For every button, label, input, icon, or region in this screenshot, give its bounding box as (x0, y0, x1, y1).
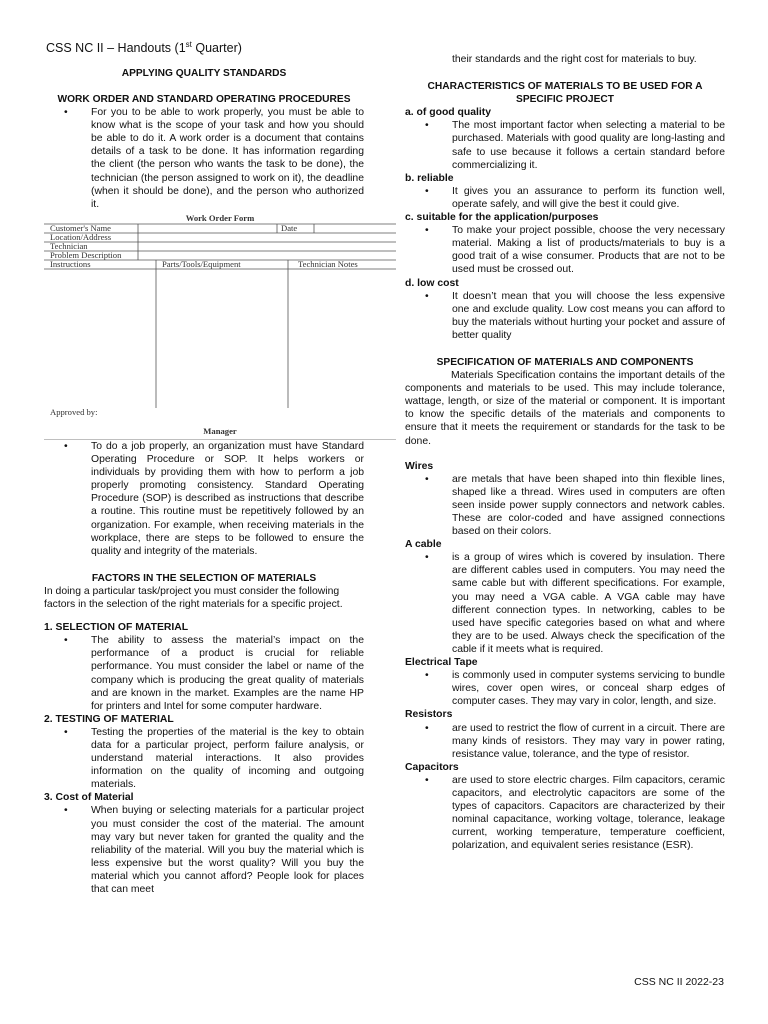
bullet-dot: • (425, 120, 429, 132)
bullet-electrical-tape (405, 669, 725, 708)
form-approved-label: Approved by: (50, 407, 98, 417)
bullet-resistors (405, 722, 725, 761)
heading-reliable: b. reliable (405, 172, 454, 184)
bullet-dot: • (425, 473, 429, 485)
form-instructions-label: Instructions (50, 259, 91, 269)
bullet-sop (44, 440, 364, 558)
bullet-cost (44, 804, 364, 896)
bullet-dot: • (425, 552, 429, 564)
heading-resistors: Resistors (405, 709, 453, 721)
form-manager-label: Manager (203, 426, 237, 436)
factors-intro: In doing a particular task/project you must consider the following factors in the selection of the right materials for a specific project. (44, 585, 343, 611)
heading-cable: A cable (405, 539, 442, 551)
bullet-dot: • (64, 107, 68, 119)
bullet-text: To make your project possible, choose the very necessary material. Making a list of products/materials to buy is a good trait of a wise consumer. Products that are not to be used must be crossed out. (452, 225, 725, 276)
bullet-suitable (405, 224, 725, 276)
header-title-sup: st (185, 40, 192, 49)
heading-good-quality: a. of good quality (405, 107, 492, 119)
form-problem-label: Problem Description (50, 250, 122, 260)
form-location-label: Location/Address (50, 232, 112, 242)
bullet-reliable (405, 185, 725, 211)
heading-low-cost: d. low cost (405, 277, 459, 289)
bullet-text: are used to restrict the flow of current in a circuit. There are many kinds of resistors. They may vary in power rating, resistance value, tolerance, and the type of resistor. (452, 722, 725, 760)
bullet-text: are used to store electric charges. Film capacitors, ceramic capacitors, and electrolytic capacitors are some of the types of capacitors. Capacitors are characterized by their nominal capacitance, working voltage, tolerance, leakage current, working temperature, temperature coefficient, polarization, and equivalent series resistance (ESR). (452, 774, 725, 852)
bullet-dot: • (64, 805, 68, 817)
bullet-wires (405, 473, 725, 538)
bullet-text: To do a job properly, an organization must have Standard Operating Procedure or SOP. It helps workers or individuals by providing them with how to perform a job properly promoting consistency. Standard Operating Procedure (SOP) is described as instructions that describe a routine. This routine must be repetitively followed by an organization. For example, when receiving materials in the workplace, there are steps to be followed to ensure the quality and integrity of the materials. (91, 441, 364, 557)
bullet-dot: • (425, 290, 429, 302)
bullet-text: is commonly used in computer systems servicing to bundle wires, cover open wires, or conceal sharp edges of computer cases. They may vary in color, length, and size. (452, 670, 725, 708)
bullet-cable (405, 551, 725, 656)
heading-cost: 3. Cost of Material (44, 792, 134, 804)
page-footer: CSS NC II 2022-23 (634, 976, 724, 988)
heading-specification: SPECIFICATION OF MATERIALS AND COMPONENTS (436, 356, 694, 368)
heading-work-order: WORK ORDER AND STANDARD OPERATING PROCEDURES (57, 94, 351, 105)
left-column-top (44, 67, 364, 211)
bullet-cost-continued (405, 53, 725, 66)
left-column-bottom (44, 440, 364, 896)
bullet-text: It gives you an assurance to perform its function well, operate safely, and will give the best it could give. (452, 185, 725, 210)
form-notes-label: Technician Notes (298, 259, 358, 269)
bullet-text: The ability to assess the material’s impact on the performance of a product is crucial for reliable performance. You must consider the label or name of the company which is producing the great quality of materials and are known in the market. Examples are the name HP for printers and Intel for some computer hardware. (91, 635, 364, 712)
heading-factors: FACTORS IN THE SELECTION OF MATERIALS (91, 572, 317, 584)
bullet-dot: • (64, 726, 68, 738)
bullet-text: is a group of wires which is covered by insulation. There are different cables used in computers. You may need the same cable but with different specifications. For example, you may need a VGA cable. A VGA cable may have different connection types. In networking, cables to be used have specific categories based on what and where they are to be used. Always check the specification of the cable if it meets what is required. (452, 552, 725, 655)
bullet-text: their standards and the right cost for materials to buy. (452, 54, 697, 65)
work-order-form (44, 214, 396, 440)
form-title: Work Order Form (185, 213, 255, 223)
heading-selection: 1. SELECTION OF MATERIAL (44, 622, 189, 634)
bullet-dot: • (425, 185, 429, 197)
heading-electrical-tape: Electrical Tape (405, 657, 478, 669)
bullet-text: When buying or selecting materials for a particular project you must consider the cost of the material. The amount may vary but never taken for granted the quality and the reliability of the material. Will you buy the material which is less expensive but the worst quality? Will you buy the material which you cannot afford? People look for places that can meet (91, 805, 364, 895)
bullet-testing (44, 726, 364, 791)
bullet-text: The most important factor when selecting a material to be purchased. Materials with good quality are long-lasting and safe to use because it follows a certain standard before commercializing it. (452, 120, 725, 171)
bullet-dot: • (425, 722, 429, 734)
page-header (46, 38, 242, 55)
bullet-dot: • (425, 225, 429, 237)
header-title-pre: CSS NC II – Handouts (1 (46, 41, 186, 56)
bullet-dot: • (425, 774, 429, 786)
heading-applying-quality: APPLYING QUALITY STANDARDS (121, 68, 287, 79)
bullet-selection (44, 634, 364, 713)
form-customer-label: Customer's Name (50, 223, 111, 233)
bullet-text: are metals that have been shaped into thin flexible lines, shaped like a thread. Wires used in computers are often seen inside power supply connectors and network cables. These are color-coded and have assigned connections based on their colors. (452, 473, 725, 538)
bullet-good-quality (405, 119, 725, 171)
form-parts-label: Parts/Tools/Equipment (162, 259, 241, 269)
bullet-dot: • (64, 635, 68, 647)
specification-paragraph: Materials Specification contains the important details of the components and materials to be used. This may include tolerance, wattage, length, or size of the material or component. It is important to know the specific details of the materials and components to ensure that it meets the requirement or standards for the task to be done. (405, 370, 725, 447)
bullet-dot: • (64, 441, 68, 452)
form-date-label: Date (281, 223, 298, 233)
bullet-text: Testing the properties of the material is the key to obtain data for a particular project, perform failure analysis, or understand material interactions. It also provides information on the quality of incoming and outgoing materials. (91, 726, 364, 791)
bullet-text: It doesn’t mean that you will choose the less expensive one and exclude quality. Low cost means you can afford to buy the materials without hurting your pocket and assure of better quality (452, 290, 725, 341)
heading-testing: 2. TESTING OF MATERIAL (44, 713, 174, 725)
header-title-post: Quarter) (191, 41, 242, 56)
bullet-dot: • (425, 670, 429, 682)
form-technician-label: Technician (50, 241, 88, 251)
heading-suitable: c. suitable for the application/purposes (405, 212, 599, 224)
right-column (405, 53, 725, 852)
bullet-capacitors (405, 774, 725, 853)
heading-capacitors: Capacitors (405, 761, 459, 773)
bullet-text: For you to be able to work properly, you must be able to know what is the scope of your task and how you should be able to do it. A work order is a document that contains details of a task to be done. It has information regarding the client (the person who wants the task to be done), the technician (the person assigned to work on it), the deadline (when it should be done), and the person who authorized it. (91, 107, 364, 210)
heading-wires: Wires (405, 460, 434, 472)
heading-characteristics: CHARACTERISTICS OF MATERIALS TO BE USED FOR A SPECIFIC PROJECT (427, 81, 703, 106)
bullet-work-order (44, 106, 364, 211)
bullet-low-cost (405, 290, 725, 342)
